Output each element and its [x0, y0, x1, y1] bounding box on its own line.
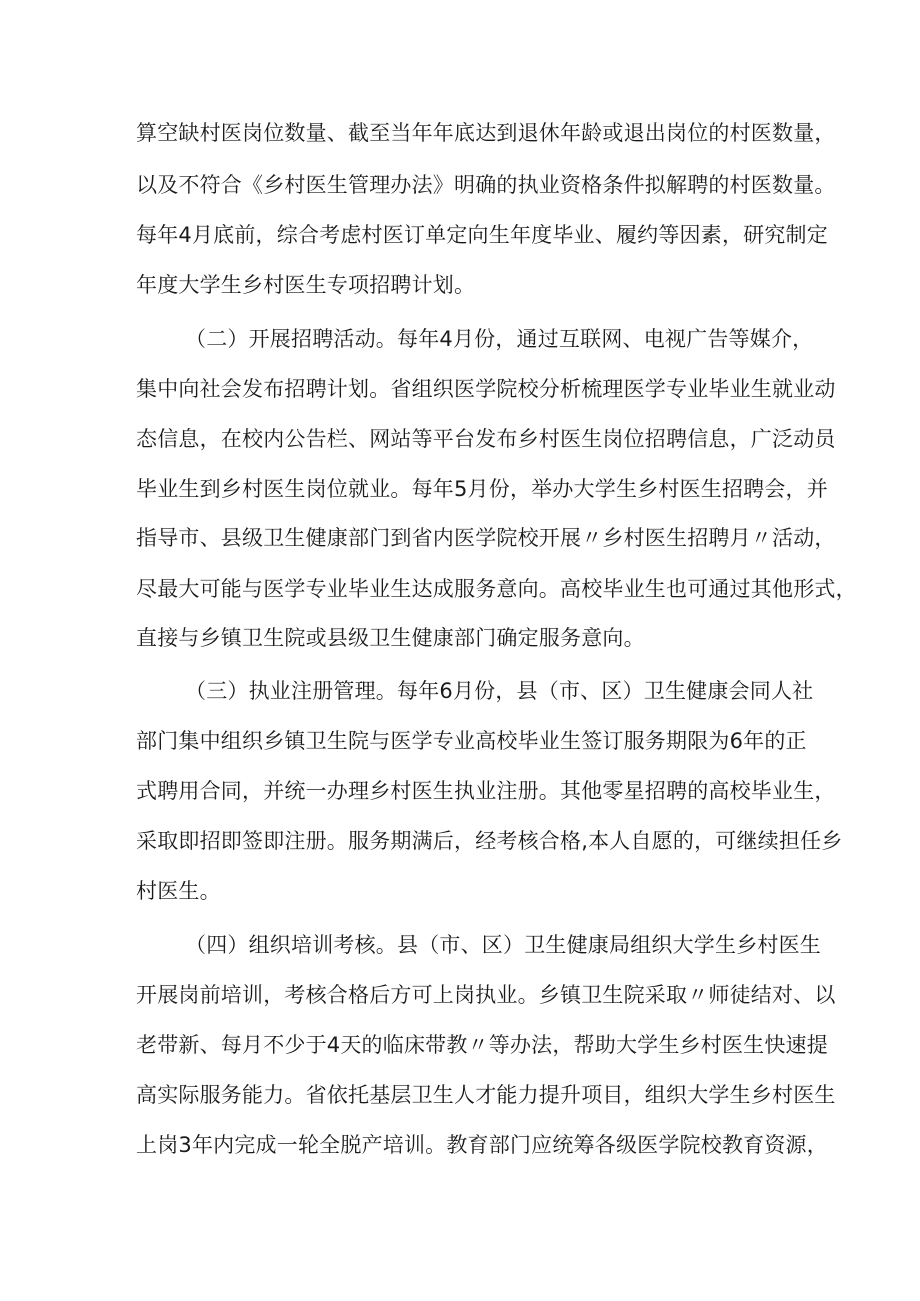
text-line: 村医生。 — [136, 879, 221, 903]
text-line: 每年4月底前，综合考虑村医订单定向生年度毕业、履约等因素，研究制定 — [136, 223, 828, 247]
text-line: 算空缺村医岗位数量、截至当年年底达到退休年龄或退出岗位的村医数量， — [136, 121, 836, 145]
text-line: 集中向社会发布招聘计划。省组织医学院校分析梳理医学专业毕业生就业动 — [136, 377, 836, 401]
text-line: 开展岗前培训，考核合格后方可上岗执业。乡镇卫生院采取〃师徒结对、以 — [136, 983, 836, 1007]
text-line: 部门集中组织乡镇卫生院与医学专业高校毕业生签订服务期限为6年的正 — [136, 729, 807, 753]
text-line: 采取即招即签即注册。服务期满后，经考核合格,本人自愿的，可继续担任乡 — [136, 829, 843, 853]
text-line: 直接与乡镇卫生院或县级卫生健康部门确定服务意向。 — [136, 626, 645, 650]
text-line: 高实际服务能力。省依托基层卫生人才能力提升项目，组织大学生乡村医生 — [136, 1083, 836, 1107]
text-line: 式聘用合同，并统一办理乡村医生执业注册。其他零星招聘的高校毕业生， — [136, 779, 836, 803]
paragraph-heading-line: （四）组织培训考核。县（市、区）卫生健康局组织大学生乡村医生 — [185, 933, 821, 957]
text-line: 指导市、县级卫生健康部门到省内医学院校开展〃乡村医生招聘月〃活动， — [136, 526, 836, 550]
text-line: 老带新、每月不少于4天的临床带教〃等办法，帮助大学生乡村医生快速提 — [136, 1033, 828, 1057]
text-line: 态信息，在校内公告栏、网站等平台发布乡村医生岗位招聘信息，广泛动员 — [136, 427, 836, 451]
paragraph-heading-line: （三）执业注册管理。每年6月份，县（市、区）卫生健康会同人社 — [185, 679, 814, 703]
text-line: 尽最大可能与医学专业毕业生达成服务意向。高校毕业生也可通过其他形式， — [136, 577, 857, 601]
text-line: 以及不符合《乡村医生管理办法》明确的执业资格条件拟解聘的村医数量。 — [136, 173, 836, 197]
text-line: 上岗3年内完成一轮全脱产培训。教育部门应统筹各级医学院校教育资源， — [136, 1133, 828, 1157]
text-line: 毕业生到乡村医生岗位就业。每年5月份，举办大学生乡村医生招聘会，并 — [136, 477, 828, 501]
paragraph-heading-line: （二）开展招聘活动。每年4月份，通过互联网、电视广告等媒介， — [185, 327, 814, 351]
text-line: 年度大学生乡村医生专项招聘计划。 — [136, 273, 476, 297]
